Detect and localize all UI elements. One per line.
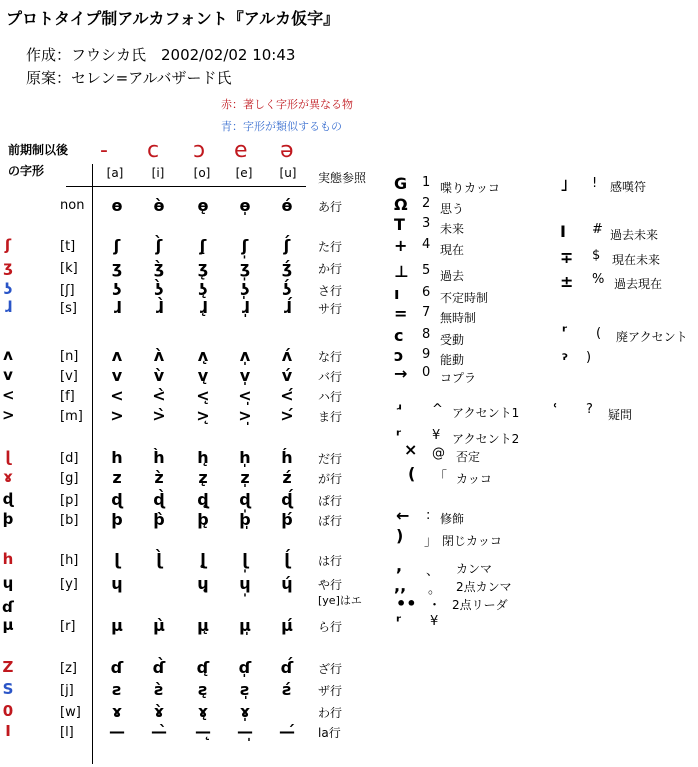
consonant-label (2, 490, 78, 508)
symbol-glyph: ± (560, 272, 574, 291)
kana-cell: v̩ (239, 366, 251, 385)
kana-cell: v (111, 366, 123, 385)
consonant-phoneme: [v] (60, 369, 78, 384)
symbol-key: : (426, 508, 431, 523)
kana-cell: ʌ́ (281, 346, 293, 365)
symbol-label: 現在未来 (612, 253, 661, 267)
symbol-glyph: ˀ (562, 350, 568, 369)
column-header-u: [u] (279, 166, 297, 180)
consonant-phoneme: [d] (60, 451, 79, 466)
reference-cell: ざ行 (318, 662, 343, 676)
consonant-glyph: ɭ (5, 448, 11, 466)
symbol-glyph: ← (396, 506, 410, 525)
symbol-glyph: •• (396, 594, 417, 613)
reference-header: 実態参照 (318, 171, 367, 185)
numeral-digit: 6 (422, 285, 431, 300)
symbol-glyph: I (560, 222, 566, 241)
consonant-glyph: ɤ (3, 468, 13, 486)
consonant-glyph: ɖ (2, 490, 14, 508)
kana-cell: >̀ (152, 406, 166, 425)
kana-cell: v̨ (197, 366, 209, 385)
kana-cell: ɵ̨ (197, 196, 209, 215)
kana-cell: ɵ̀ (153, 196, 165, 215)
consonant-phoneme: [f] (60, 389, 75, 404)
kana-cell: ɺ (112, 298, 122, 317)
kana-cell: ɤ̀ (153, 702, 165, 721)
kana-cell: þ̩ (239, 510, 251, 529)
numeral-digit: 3 (422, 216, 431, 231)
numeral-digit: 9 (422, 347, 431, 362)
symbol-glyph: ʴ (396, 400, 402, 419)
reference-cell: が行 (318, 472, 343, 486)
consonant-glyph: v (3, 366, 13, 384)
kana-cell: ɭ̩ (242, 550, 248, 569)
column-header-o: [o] (193, 166, 211, 180)
reference-cell: la行 (318, 726, 341, 740)
kana-cell: ɖ (111, 490, 123, 509)
consonant-label (2, 468, 78, 486)
kana-cell: þ̨ (197, 510, 209, 529)
kana-cell: µ (111, 616, 123, 635)
symbol-key: ( (596, 326, 602, 341)
consonant-glyph: Z (2, 658, 14, 676)
vowel-header-u: ə (280, 138, 294, 163)
reference-cell: ら行 (318, 620, 343, 634)
symbol-glyph: , (396, 556, 403, 575)
numeral-digit: 0 (422, 365, 431, 380)
symbol-glyph: ʿ (552, 400, 558, 419)
symbol-label: アクセント1 (452, 406, 520, 420)
symbol-label: 2点カンマ (456, 580, 512, 594)
consonant-label (2, 702, 81, 720)
consonant-phoneme: [n] (60, 349, 79, 364)
vowel-header-o: ɔ (193, 138, 206, 163)
kana-cell: ɥ̩ (239, 574, 251, 593)
numeral-glyph: G (394, 174, 408, 193)
consonant-glyph: h (2, 550, 14, 568)
consonant-label (2, 722, 74, 740)
consonant-label (2, 366, 78, 384)
numeral-glyph: = (394, 304, 408, 323)
consonant-phoneme: [k] (60, 261, 78, 276)
kana-cell: ɗ̨ (196, 658, 210, 677)
consonant-phoneme: [y] (60, 577, 78, 592)
numeral-glyph: ⊥ (394, 262, 409, 281)
kana-cell: > (110, 406, 124, 425)
consonant-glyph: ʃ (4, 236, 12, 254)
consonant-phoneme: [s] (60, 301, 77, 316)
kana-cell: ʒ́ (281, 258, 293, 277)
kana-cell: ʖ̨ (198, 280, 208, 299)
left-header-line2: の字形 (8, 164, 45, 178)
kana-cell: ɖ́ (281, 490, 293, 509)
consonant-glyph: þ (2, 510, 14, 528)
symbol-glyph: ∓ (560, 248, 574, 267)
symbol-glyph: ) (396, 526, 404, 545)
kana-cell: z (112, 468, 122, 487)
numeral-digit: 4 (422, 237, 431, 252)
kana-cell: >̨ (196, 406, 210, 425)
consonant-phoneme: [l] (60, 725, 74, 740)
consonant-phoneme: [b] (60, 513, 79, 528)
kana-cell: h̨ (197, 448, 209, 467)
kana-cell: ʌ (111, 346, 123, 365)
kana-cell: z̩ (240, 468, 250, 487)
kana-cell: ɺ̩ (240, 298, 250, 317)
kana-cell: h (111, 448, 123, 467)
vowel-header-e: e (234, 138, 248, 163)
reference-cell: ば行 (318, 514, 343, 528)
numeral-label: 思う (440, 202, 465, 216)
column-header-i: [i] (151, 166, 165, 180)
legend-red: 赤：著しく字形が異なる物 (221, 98, 353, 111)
kana-cell: ʖ̀ (154, 280, 164, 299)
kana-cell: ɭ̨ (200, 550, 206, 569)
consonant-glyph: I (5, 722, 11, 740)
kana-cell: ʃ́ (283, 236, 291, 255)
reference-cell: や行 (318, 578, 343, 592)
reference-cell: だ行 (318, 452, 343, 466)
kana-cell: ʃ̀ (155, 236, 163, 255)
consonant-label (2, 598, 60, 616)
reference-cell: ぱ行 (318, 494, 343, 508)
numeral-digit: 5 (422, 263, 431, 278)
kana-cell: ʃ̩ (241, 236, 249, 255)
kana-cell: ɵ (111, 196, 123, 215)
numeral-glyph: ɔ (394, 346, 404, 365)
symbol-glyph: ( (408, 464, 416, 483)
kana-cell: ɗ́ (280, 658, 294, 677)
consonant-label (2, 406, 83, 424)
kana-cell: ʖ (112, 280, 122, 299)
consonant-phoneme: [j] (60, 683, 74, 698)
symbol-glyph: ʳ (396, 612, 402, 631)
symbol-key: # (592, 222, 603, 237)
consonant-glyph: ɥ (2, 574, 14, 592)
symbol-key: ! (592, 176, 598, 191)
consonant-phoneme: [ʃ] (60, 283, 75, 298)
left-header-line1: 前期制以後 (8, 143, 69, 157)
numeral-digit: 2 (422, 196, 431, 211)
consonant-glyph: S (2, 680, 14, 698)
kana-cell: ʃ̨ (199, 236, 207, 255)
numeral-label: 過去 (440, 269, 465, 283)
symbol-label: 2点リーダ (452, 598, 508, 612)
numeral-digit: 7 (422, 305, 431, 320)
kana-cell: ʒ (111, 258, 123, 277)
consonant-glyph: ʌ (3, 346, 13, 364)
kana-cell: þ̀ (153, 510, 165, 529)
numeral-glyph: T (394, 215, 405, 234)
kana-cell: < (110, 386, 124, 405)
reference-cell: た行 (318, 240, 343, 254)
symbol-label: アクセント2 (452, 432, 520, 446)
symbol-label: 否定 (456, 450, 481, 464)
consonant-glyph: > (2, 406, 15, 424)
consonant-glyph: ʒ (3, 258, 13, 276)
numeral-digit: 1 (422, 175, 431, 190)
numeral-label: 能動 (440, 353, 465, 367)
kana-cell: ɤ̨ (197, 702, 209, 721)
consonant-label (2, 236, 75, 254)
consonant-label (2, 280, 75, 298)
symbol-key: ) (586, 350, 592, 365)
consonant-glyph: < (2, 386, 15, 404)
origin-line: 原案：セレン=アルバザード氏 (26, 69, 232, 87)
symbol-label: カッコ (456, 472, 492, 486)
symbol-key: ? (586, 402, 593, 417)
kana-cell: ɭ̀ (156, 550, 162, 569)
consonant-label (2, 258, 78, 276)
reference-cell: あ行 (318, 200, 343, 214)
symbol-label: 閉じカッコ (442, 534, 502, 548)
kana-cell: ɗ (110, 658, 124, 677)
kana-cell: µ̀ (153, 616, 165, 635)
kana-cell: µ́ (281, 616, 293, 635)
consonant-label (2, 510, 78, 528)
kana-cell: ʃ (113, 236, 121, 255)
kana-cell: <̨ (196, 386, 210, 405)
kana-cell: — (109, 722, 125, 741)
kana-cell: <̩ (238, 386, 252, 405)
kana-cell: ɗ̩ (238, 658, 252, 677)
numeral-glyph: c (394, 326, 404, 345)
symbol-glyph: × (404, 440, 418, 459)
consonant-phoneme: [m] (60, 409, 83, 424)
kana-cell: ɥ̨ (197, 574, 209, 593)
consonant-phoneme: [h] (60, 553, 79, 568)
consonant-label (2, 448, 78, 466)
reference-cell: わ行 (318, 706, 343, 720)
kana-cell: ź (282, 468, 292, 487)
kana-cell: ɖ̨ (197, 490, 209, 509)
kana-cell: ɵ́ (281, 196, 293, 215)
consonant-glyph: ɗ (2, 598, 14, 616)
symbol-label: カンマ (456, 562, 493, 576)
column-header-a: [a] (106, 166, 124, 180)
kana-cell: ƨ (112, 680, 122, 699)
consonant-glyph: ʖ (3, 280, 13, 298)
kana-cell: z̨ (198, 468, 208, 487)
kana-cell: >̩ (238, 406, 252, 425)
reference-note: [ye]はエ (318, 594, 362, 607)
kana-cell: þ́ (281, 510, 293, 529)
reference-cell: サ行 (318, 302, 343, 316)
kana-cell: ɥ (111, 574, 123, 593)
symbol-glyph: ˩ (560, 176, 568, 195)
symbol-key: 」 (424, 534, 438, 549)
kana-cell: ʌ̩ (239, 346, 251, 365)
kana-cell: z̀ (154, 468, 164, 487)
reference-cell: さ行 (318, 284, 343, 298)
symbol-key: 。 (428, 582, 442, 597)
kana-cell: h́ (281, 448, 293, 467)
symbol-key: $ (592, 248, 601, 263)
kana-cell: <̀ (152, 386, 166, 405)
vowel-header-i: c (147, 138, 160, 163)
symbol-glyph: ,, (394, 576, 407, 595)
kana-cell: h̀ (153, 448, 165, 467)
numeral-label: 現在 (440, 243, 465, 257)
kana-cell: ɺ́ (282, 298, 292, 317)
numeral-label: 無時制 (440, 311, 477, 325)
kana-cell: <́ (280, 386, 294, 405)
reference-cell: な行 (318, 350, 343, 364)
symbol-key: 「 (434, 470, 448, 485)
vowel-header-a: - (100, 138, 108, 163)
table-header-divider (66, 186, 306, 187)
reference-cell: ま行 (318, 410, 343, 424)
consonant-label (2, 574, 78, 592)
kana-cell: ƨ̨ (198, 680, 208, 699)
author-line: 作成：フウシカ氏 2002/02/02 10:43 (26, 46, 296, 64)
symbol-label: 廃アクセント (616, 330, 688, 344)
symbol-key: ¥ (432, 428, 441, 443)
kana-cell: ɤ (111, 702, 123, 721)
consonant-label (2, 298, 77, 316)
kana-cell: ʖ́ (282, 280, 292, 299)
symbol-label: 過去未来 (610, 228, 659, 242)
kana-cell: þ (111, 510, 123, 529)
kana-cell: —́ (279, 722, 295, 741)
kana-cell: ɗ̀ (152, 658, 166, 677)
table-label-divider (92, 164, 93, 764)
kana-cell: h̩ (239, 448, 251, 467)
consonant-phoneme: [g] (60, 471, 79, 486)
kana-cell: ʒ̩ (239, 258, 251, 277)
kana-cell: µ̨ (197, 616, 209, 635)
symbol-label: 感嘆符 (610, 180, 647, 194)
kana-cell: —̨ (195, 722, 211, 741)
consonant-label (2, 386, 75, 404)
consonant-phoneme: [r] (60, 619, 76, 634)
kana-cell: ʒ̨ (197, 258, 209, 277)
consonant-phoneme: [p] (60, 493, 79, 508)
kana-cell: ʌ̀ (153, 346, 165, 365)
kana-cell: ʖ̩ (240, 280, 250, 299)
row-label: non (60, 198, 85, 213)
numeral-glyph: + (394, 236, 408, 255)
kana-cell: ƨ̩ (240, 680, 250, 699)
reference-cell: ザ行 (318, 684, 343, 698)
kana-cell: µ̩ (239, 616, 251, 635)
numeral-label: 不定時制 (440, 291, 489, 305)
reference-cell: バ行 (318, 370, 343, 384)
kana-cell: ɭ́ (284, 550, 290, 569)
kana-cell: ƨ̀ (154, 680, 164, 699)
consonant-label (2, 550, 78, 568)
symbol-label: 過去現在 (614, 277, 663, 291)
numeral-label: 受動 (440, 333, 465, 347)
numeral-glyph: Ω (394, 195, 408, 214)
kana-cell: ʒ̀ (153, 258, 165, 277)
kana-cell: ɭ (114, 550, 120, 569)
numeral-glyph: → (394, 364, 408, 383)
kana-cell: ɖ̀ (153, 490, 165, 509)
consonant-glyph: ɺ (3, 298, 13, 316)
consonant-phoneme: [z] (60, 661, 77, 676)
consonant-label (2, 616, 76, 634)
symbol-label: 疑問 (608, 408, 633, 422)
symbol-key: ^ (432, 402, 443, 417)
consonant-phoneme: [w] (60, 705, 81, 720)
column-header-e: [e] (235, 166, 253, 180)
kana-cell: ɺ̨ (198, 298, 208, 317)
kana-cell: ɖ̩ (239, 490, 251, 509)
symbol-label: 修飾 (440, 512, 465, 526)
symbol-key: ・ (428, 598, 442, 613)
numeral-glyph: ı (394, 284, 400, 303)
consonant-glyph: µ (2, 616, 14, 634)
numeral-label: 未来 (440, 222, 465, 236)
consonant-label (2, 346, 78, 364)
numeral-label: 喋りカッコ (440, 181, 500, 195)
legend-blue: 青：字形が類似するもの (221, 120, 342, 133)
kana-cell: >́ (280, 406, 294, 425)
symbol-key: % (592, 272, 605, 287)
symbol-key: @ (432, 446, 445, 461)
symbol-key: 、 (426, 564, 440, 579)
symbol-key: ¥ (430, 614, 439, 629)
reference-cell: か行 (318, 262, 343, 276)
symbol-glyph: ʳ (562, 322, 568, 341)
numeral-label: コプラ (440, 371, 477, 385)
numeral-digit: 8 (422, 327, 431, 342)
consonant-label (2, 680, 74, 698)
kana-cell: —̩ (237, 722, 253, 741)
page-title: プロトタイプ制アルカフォント『アルカ仮字』 (6, 9, 340, 28)
kana-cell: ɤ̩ (239, 702, 251, 721)
reference-cell: は行 (318, 554, 343, 568)
consonant-label (2, 658, 77, 676)
kana-cell: v̀ (153, 366, 165, 385)
kana-cell: ʌ̨ (197, 346, 209, 365)
symbol-glyph: ʳ (396, 426, 402, 445)
kana-cell: ƨ́ (282, 680, 292, 699)
kana-cell: ɺ̀ (154, 298, 164, 317)
consonant-glyph: 0 (2, 702, 14, 720)
reference-cell: ハ行 (318, 390, 343, 404)
kana-cell: v́ (281, 366, 293, 385)
consonant-phoneme: [t] (60, 239, 76, 254)
kana-cell: ɵ̩ (239, 196, 251, 215)
kana-cell: ɥ́ (281, 574, 293, 593)
kana-cell: —̀ (151, 722, 167, 741)
